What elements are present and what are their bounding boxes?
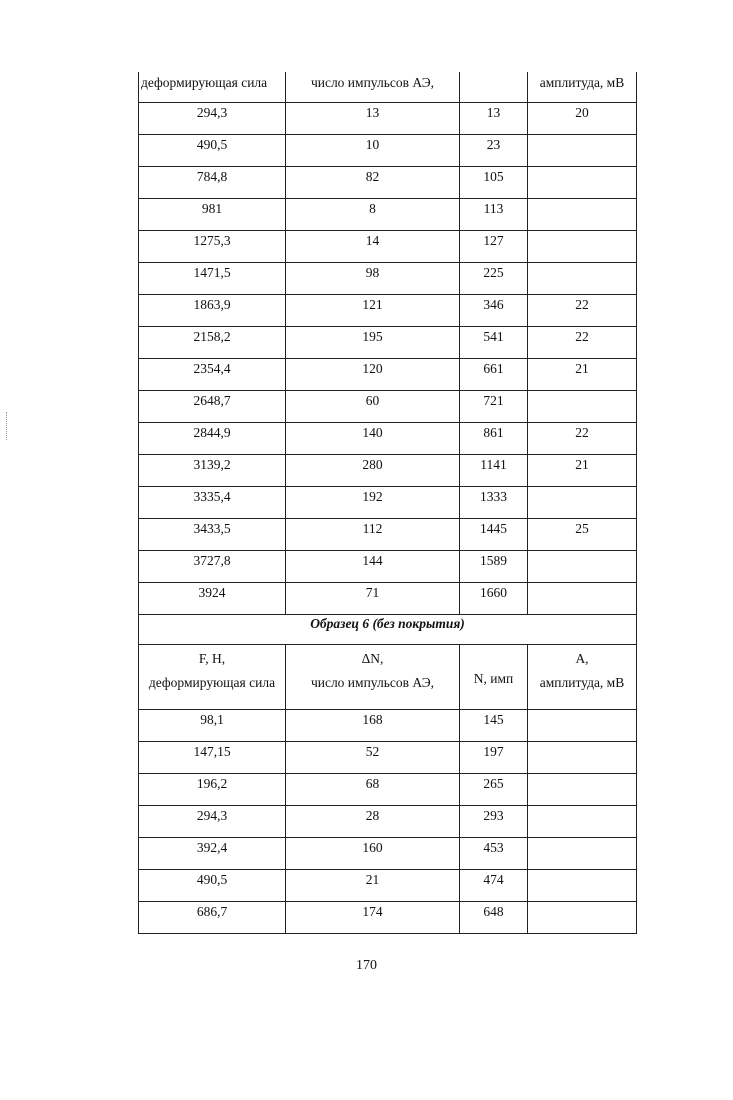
delta-n-cell: 68: [286, 774, 460, 806]
n-cell: 197: [460, 742, 528, 774]
delta-n-cell: 140: [286, 423, 460, 455]
delta-n-cell: 10: [286, 135, 460, 167]
force-cell: 2648,7: [139, 391, 286, 423]
force-cell: 981: [139, 199, 286, 231]
force-cell: 3727,8: [139, 551, 286, 583]
table-row: [139, 742, 637, 774]
force-cell: 784,8: [139, 167, 286, 199]
n-cell: 648: [460, 902, 528, 934]
delta-n-cell: 160: [286, 838, 460, 870]
n-cell: 1660: [460, 583, 528, 615]
force-cell: 1275,3: [139, 231, 286, 263]
n-cell: 127: [460, 231, 528, 263]
table-row: [139, 519, 637, 551]
force-cell: 294,3: [139, 806, 286, 838]
n-cell: 661: [460, 359, 528, 391]
header-line-2: деформирующая сила: [148, 675, 276, 690]
amplitude-cell: 22: [528, 295, 637, 327]
delta-n-cell: 174: [286, 902, 460, 934]
force-cell: 294,3: [139, 103, 286, 135]
amplitude-cell: 25: [528, 519, 637, 551]
force-cell: 2158,2: [139, 327, 286, 359]
amplitude-cell: 22: [528, 327, 637, 359]
delta-n-cell: 60: [286, 391, 460, 423]
header-force: [139, 645, 286, 710]
delta-n-cell: 21: [286, 870, 460, 902]
delta-n-cell: 120: [286, 359, 460, 391]
table-row: [139, 391, 637, 423]
table-row: [139, 263, 637, 295]
delta-n-cell: 14: [286, 231, 460, 263]
force-cell: 1471,5: [139, 263, 286, 295]
table-row: [139, 551, 637, 583]
delta-n-cell: 52: [286, 742, 460, 774]
section-row: [139, 615, 637, 645]
amplitude-cell: [528, 487, 637, 519]
table-row: [139, 199, 637, 231]
delta-n-cell: 98: [286, 263, 460, 295]
force-cell: 147,15: [139, 742, 286, 774]
scan-artifact: [6, 412, 9, 440]
delta-n-cell: 28: [286, 806, 460, 838]
header-line-1: A,: [575, 651, 589, 666]
force-cell: 686,7: [139, 902, 286, 934]
force-cell: 98,1: [139, 710, 286, 742]
table-row: [139, 423, 637, 455]
table-row: [139, 583, 637, 615]
amplitude-cell: [528, 870, 637, 902]
n-cell: 453: [460, 838, 528, 870]
header-delta-n: [286, 645, 460, 710]
table-row: [139, 359, 637, 391]
section-title: Образец 6 (без покрытия): [139, 615, 637, 645]
force-cell: 3139,2: [139, 455, 286, 487]
table-row: [139, 231, 637, 263]
amplitude-cell: [528, 167, 637, 199]
force-cell: 3924: [139, 583, 286, 615]
delta-n-cell: 144: [286, 551, 460, 583]
table-row: [139, 135, 637, 167]
amplitude-cell: [528, 583, 637, 615]
header-amplitude: [528, 645, 637, 710]
amplitude-cell: [528, 231, 637, 263]
force-cell: 3433,5: [139, 519, 286, 551]
amplitude-cell: [528, 742, 637, 774]
n-cell: 265: [460, 774, 528, 806]
delta-n-cell: 121: [286, 295, 460, 327]
header-line-1: ΔN,: [361, 651, 384, 666]
table-header-row: [139, 645, 637, 710]
table-row: [139, 774, 637, 806]
force-cell: 1863,9: [139, 295, 286, 327]
delta-n-cell: 280: [286, 455, 460, 487]
n-cell: 23: [460, 135, 528, 167]
delta-n-cell: 71: [286, 583, 460, 615]
n-cell: 1589: [460, 551, 528, 583]
amplitude-cell: [528, 774, 637, 806]
table-row: [139, 902, 637, 934]
n-cell: 13: [460, 103, 528, 135]
amplitude-cell: 21: [528, 359, 637, 391]
amplitude-cell: [528, 902, 637, 934]
force-cell: 392,4: [139, 838, 286, 870]
header-line-2: число импульсов АЭ,: [310, 675, 435, 690]
amplitude-cell: [528, 135, 637, 167]
amplitude-cell: [528, 391, 637, 423]
n-cell: 145: [460, 710, 528, 742]
delta-n-cell: 192: [286, 487, 460, 519]
amplitude-cell: 21: [528, 455, 637, 487]
n-cell: 474: [460, 870, 528, 902]
header-n: [460, 72, 528, 103]
amplitude-cell: [528, 806, 637, 838]
n-cell: 1445: [460, 519, 528, 551]
force-cell: 2354,4: [139, 359, 286, 391]
table-row: [139, 455, 637, 487]
table-row: [139, 167, 637, 199]
n-cell: 293: [460, 806, 528, 838]
table-row: [139, 838, 637, 870]
table-row: [139, 487, 637, 519]
force-cell: 490,5: [139, 135, 286, 167]
delta-n-cell: 168: [286, 710, 460, 742]
force-cell: 196,2: [139, 774, 286, 806]
n-cell: 225: [460, 263, 528, 295]
table-header-row: [139, 72, 637, 103]
amplitude-cell: [528, 551, 637, 583]
table-row: [139, 710, 637, 742]
force-cell: 490,5: [139, 870, 286, 902]
amplitude-cell: [528, 838, 637, 870]
header-force: деформирующая сила: [139, 72, 286, 103]
table-row: [139, 806, 637, 838]
n-cell: 1333: [460, 487, 528, 519]
force-cell: 2844,9: [139, 423, 286, 455]
amplitude-cell: [528, 710, 637, 742]
amplitude-cell: [528, 199, 637, 231]
delta-n-cell: 8: [286, 199, 460, 231]
table-row: [139, 870, 637, 902]
header-amplitude: амплитуда, мВ: [528, 72, 637, 103]
table-row: [139, 327, 637, 359]
amplitude-cell: 20: [528, 103, 637, 135]
page-number: 170: [356, 958, 377, 973]
delta-n-cell: 195: [286, 327, 460, 359]
header-n: [460, 645, 528, 710]
delta-n-cell: 13: [286, 103, 460, 135]
header-delta-n: число импульсов АЭ,: [286, 72, 460, 103]
force-cell: 3335,4: [139, 487, 286, 519]
table-row: [139, 295, 637, 327]
n-cell: 1141: [460, 455, 528, 487]
delta-n-cell: 112: [286, 519, 460, 551]
n-cell: 346: [460, 295, 528, 327]
amplitude-cell: 22: [528, 423, 637, 455]
n-cell: 861: [460, 423, 528, 455]
header-line-1: N, имп: [473, 670, 514, 686]
header-line-2: амплитуда, мВ: [539, 675, 625, 690]
data-table: [138, 72, 637, 934]
amplitude-cell: [528, 263, 637, 295]
table-row: [139, 103, 637, 135]
n-cell: 541: [460, 327, 528, 359]
n-cell: 113: [460, 199, 528, 231]
n-cell: 105: [460, 167, 528, 199]
delta-n-cell: 82: [286, 167, 460, 199]
n-cell: 721: [460, 391, 528, 423]
header-line-1: F, H,: [198, 651, 226, 666]
